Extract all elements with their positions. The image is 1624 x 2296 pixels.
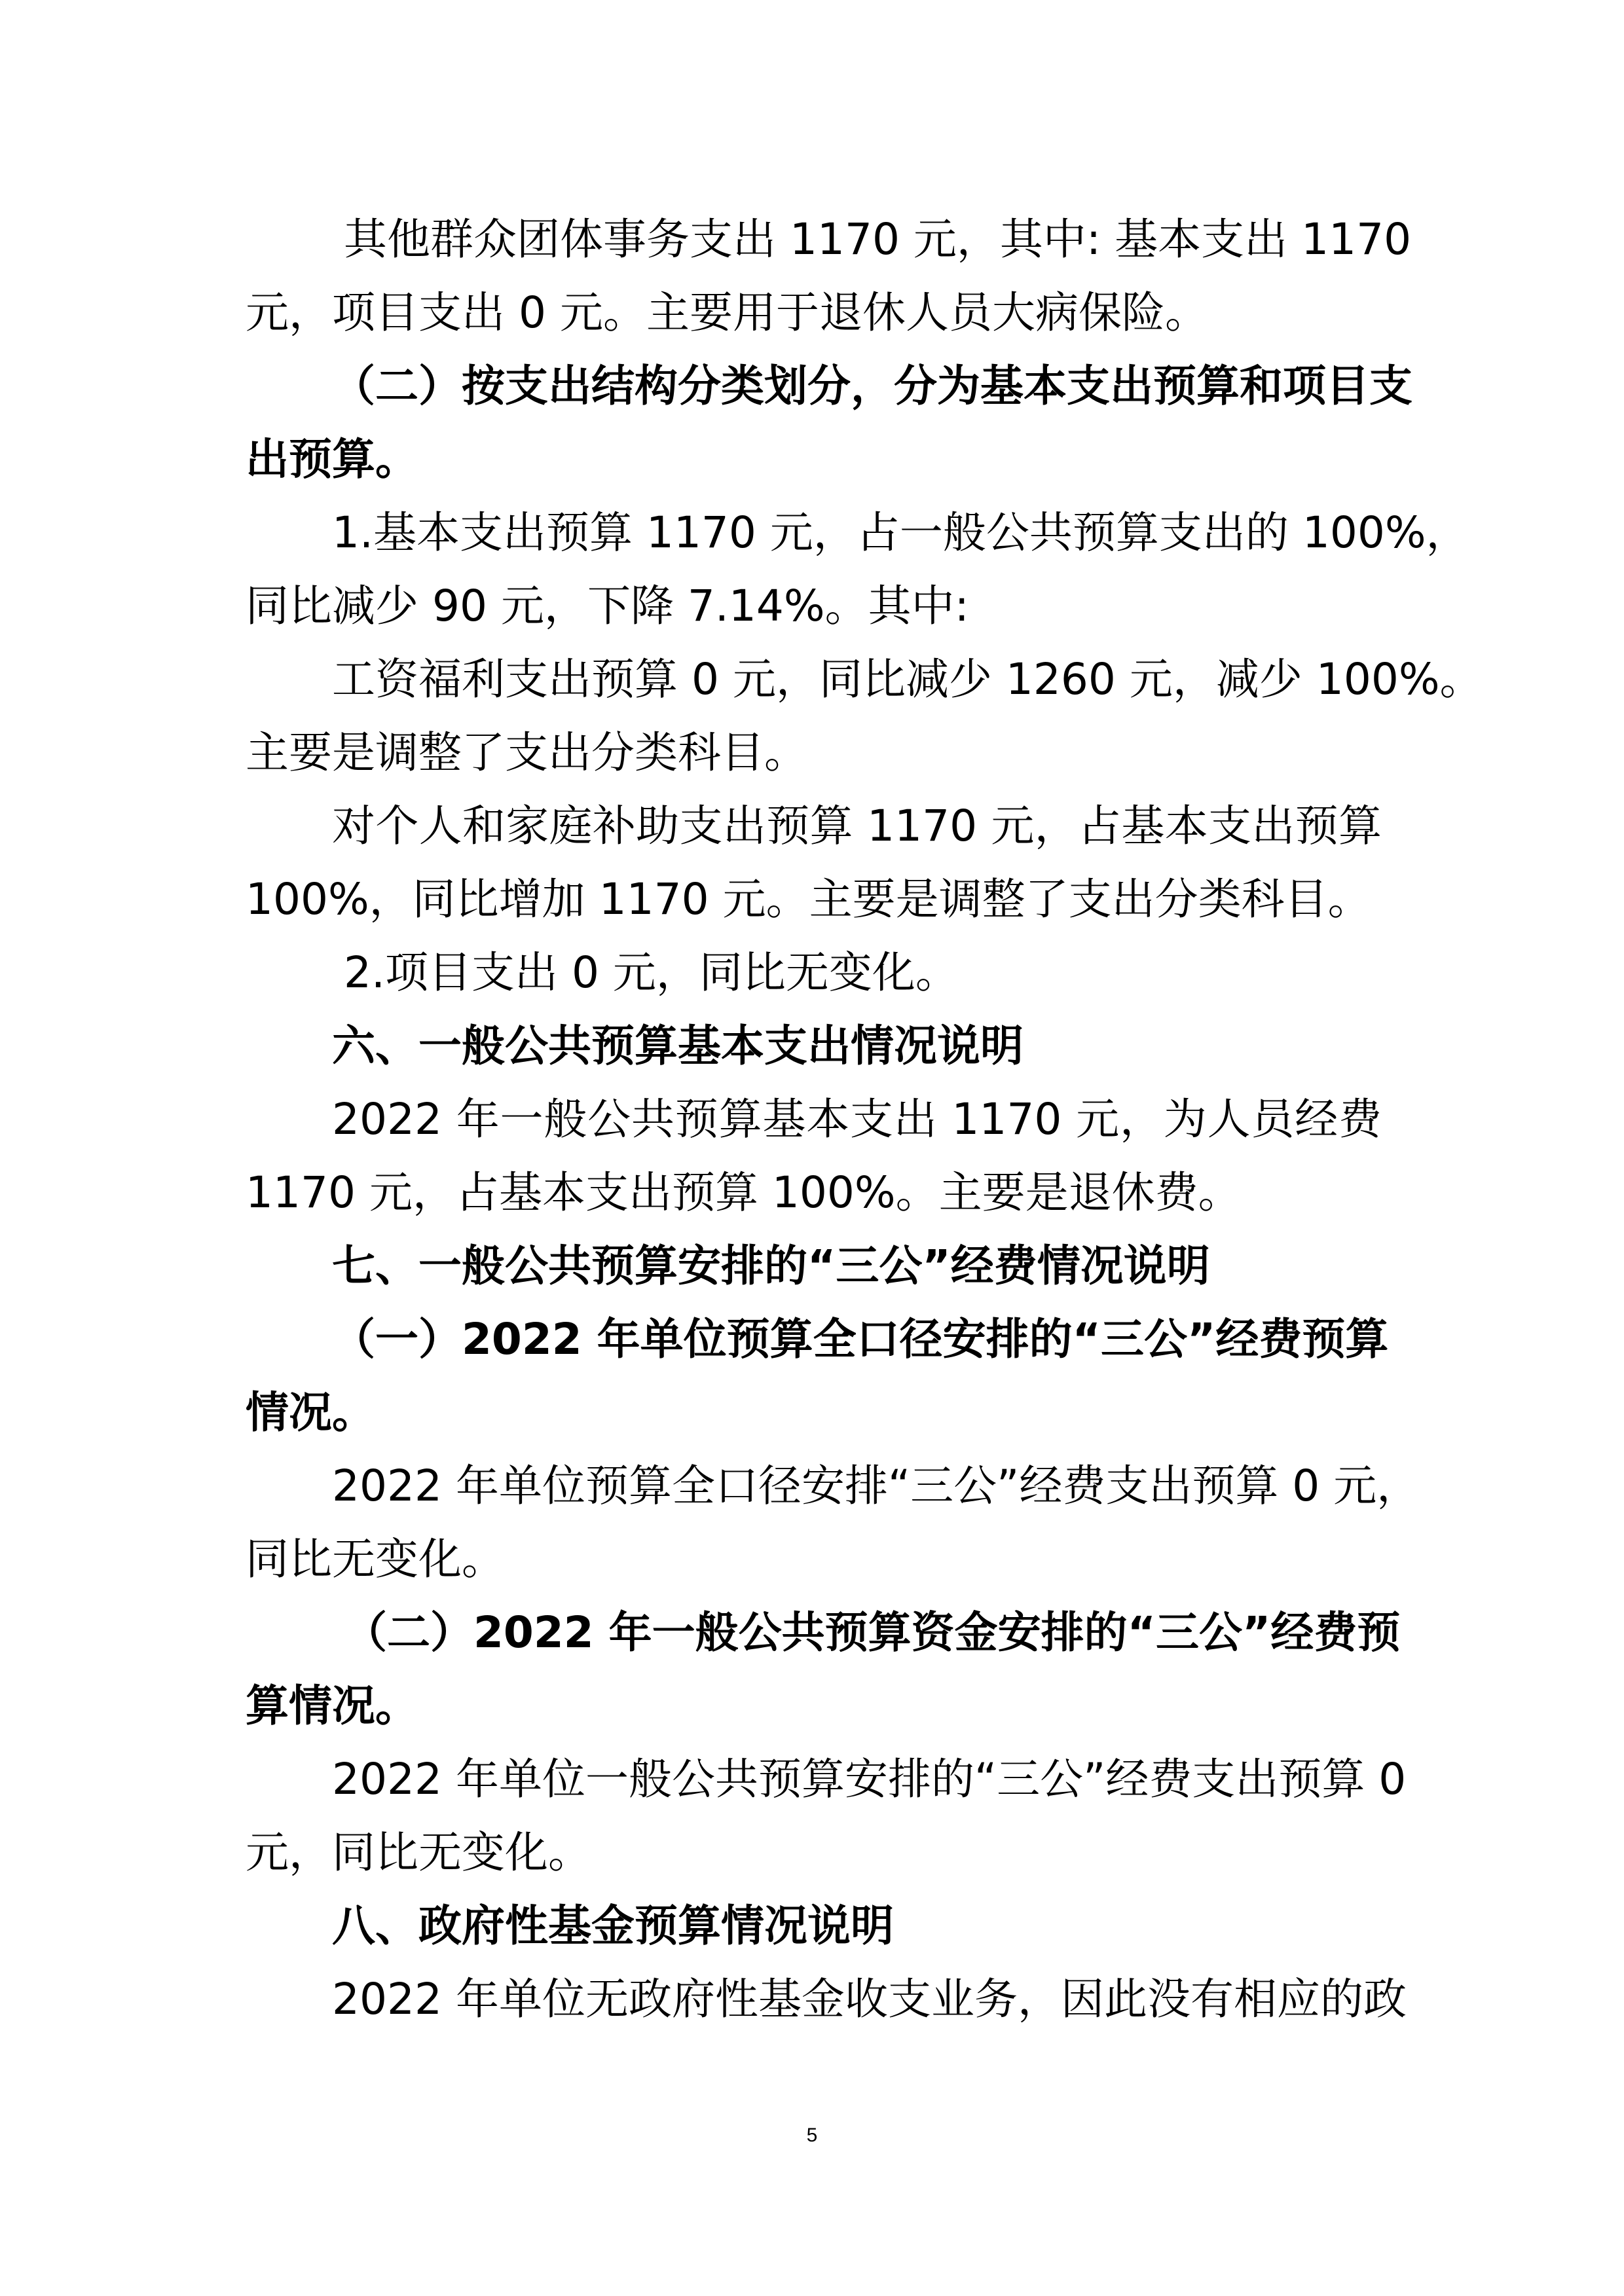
text-line: 出预算。 [246,434,418,484]
text-line: 1170 元，占基本支出预算 100%。主要是退休费。 [246,1167,1242,1218]
text-line: 2022 年单位预算全口径安排“三公”经费支出预算 0 元， [332,1461,1420,1511]
text-line: 算情况。 [246,1681,418,1731]
document-body [246,203,1483,2036]
text-line: （一）2022 年单位预算全口径安排的“三公”经费预算 [332,1314,1389,1364]
text-line: 2.项目支出 0 元，同比无变化。 [344,947,959,998]
text-line: 2022 年单位一般公共预算安排的“三公”经费支出预算 0 [332,1754,1407,1804]
text-line: 1.基本支出预算 1170 元，占一般公共预算支出的 100%， [332,507,1469,558]
text-line: 情况。 [246,1387,375,1438]
page-number: 5 [806,2124,818,2146]
text-line: 元，项目支出 0 元。主要用于退休人员大病保险。 [246,287,1208,338]
text-line: 七、一般公共预算安排的“三公”经费情况说明 [332,1241,1210,1291]
text-line: 其他群众团体事务支出 1170 元，其中: 基本支出 1170 [344,214,1412,264]
text-line: （二）2022 年一般公共预算资金安排的“三公”经费预 [344,1607,1401,1658]
text-line: 工资福利支出预算 0 元，同比减少 1260 元，减少 100%。 [332,654,1483,704]
text-line: 主要是调整了支出分类科目。 [246,727,807,778]
text-line: 100%，同比增加 1170 元。主要是调整了支出分类科目。 [246,874,1371,924]
text-line: 2022 年单位无政府性基金收支业务，因此没有相应的政 [332,1974,1407,2024]
text-line: 2022 年一般公共预算基本支出 1170 元，为人员经费 [332,1094,1382,1144]
text-line: （二）按支出结构分类划分，分为基本支出预算和项目支 [332,361,1412,411]
text-line: 元，同比无变化。 [246,1827,591,1878]
text-line: 八、政府性基金预算情况说明 [332,1901,894,1951]
text-line: 同比无变化。 [246,1534,505,1584]
text-line: 对个人和家庭补助支出预算 1170 元，占基本支出预算 [332,801,1382,851]
text-line: 六、一般公共预算基本支出情况说明 [332,1021,1024,1071]
text-line: 同比减少 90 元，下降 7.14%。其中: [246,581,969,631]
